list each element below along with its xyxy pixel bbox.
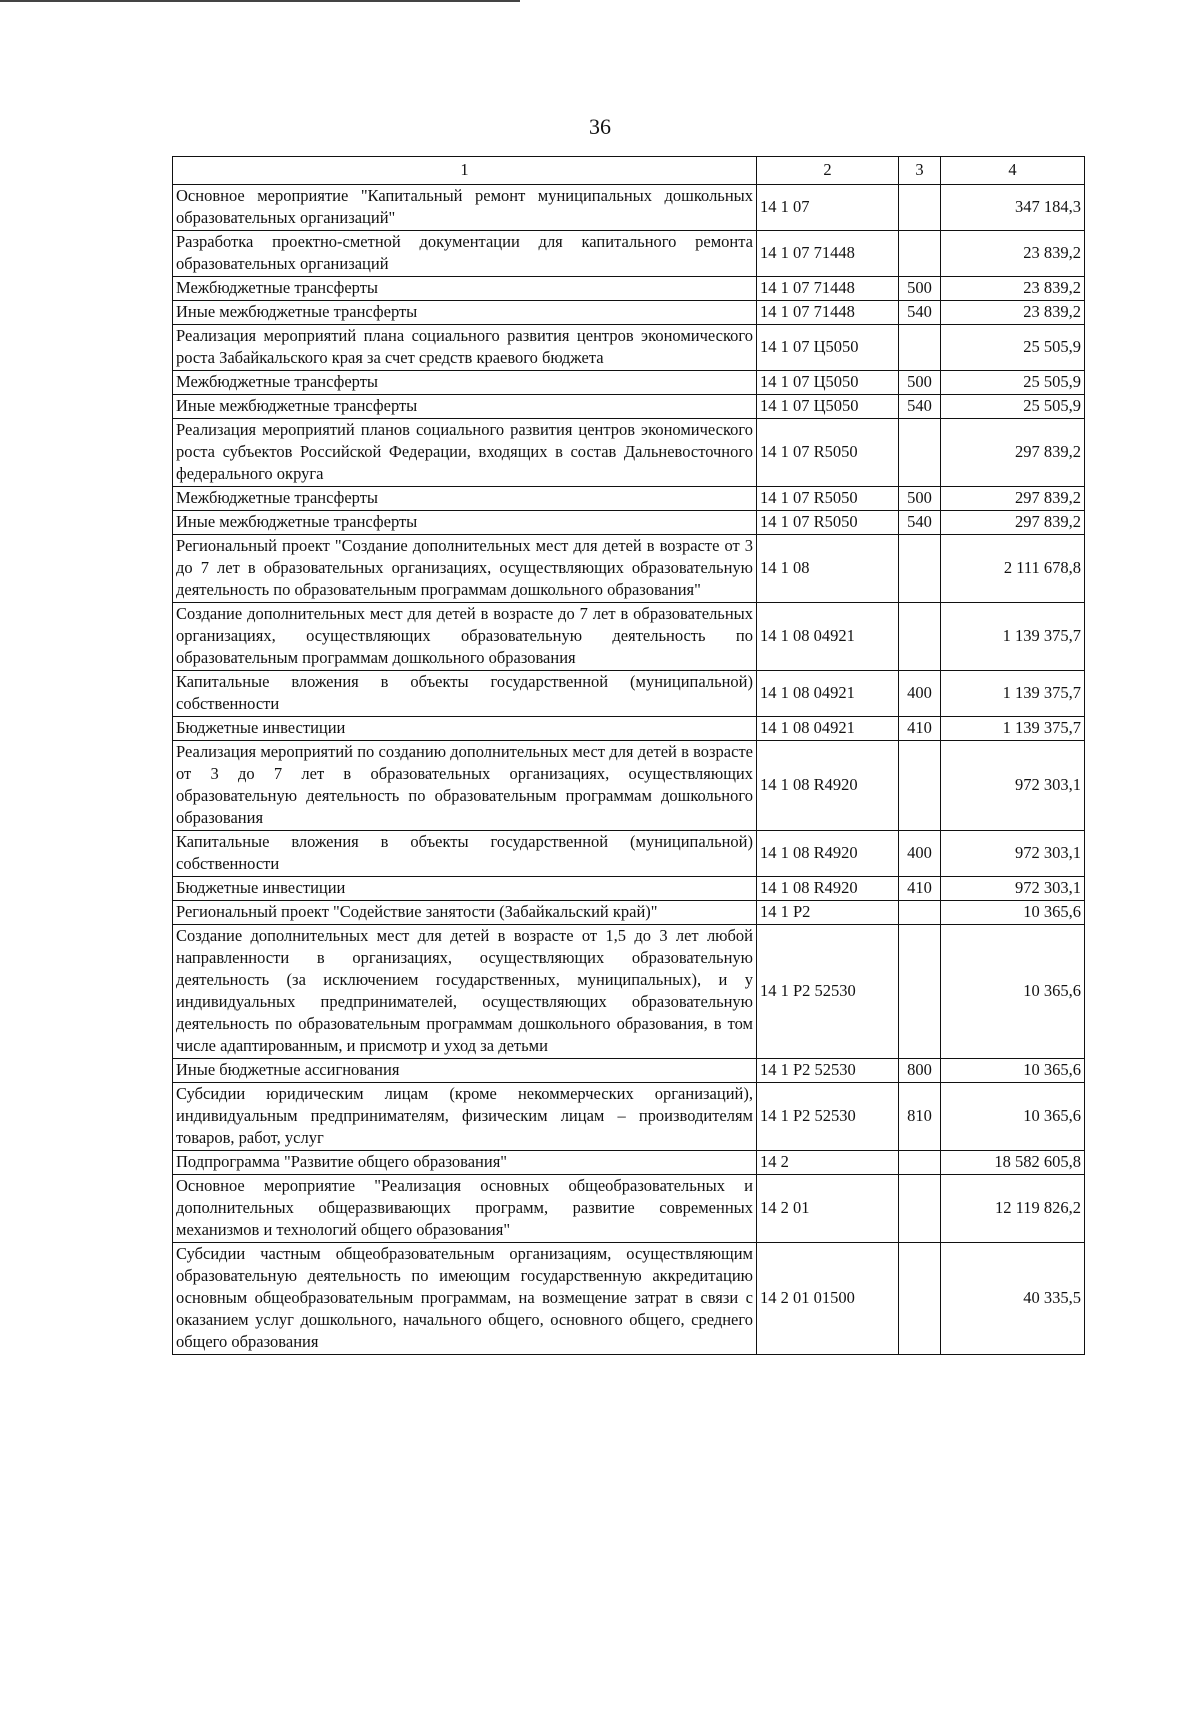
row-amount-cell: 1 139 375,7: [941, 603, 1085, 671]
row-name-cell: Подпрограмма "Развитие общего образования": [173, 1151, 757, 1175]
row-type-cell: [899, 925, 941, 1059]
row-type-cell: 410: [899, 717, 941, 741]
row-name-cell: Субсидии юридическим лицам (кроме некоммерческих организаций), индивидуальным предпринимателям, физическим лицам – производителям товаров, работ, услуг: [173, 1083, 757, 1151]
scan-top-rule: [0, 0, 520, 2]
row-name-cell: Реализация мероприятий планов социального развития центров экономического роста субъектов Российской Федерации, входящих в состав Дальневосточного федерального округа: [173, 419, 757, 487]
row-code-cell: 14 1 07 71448: [757, 277, 899, 301]
row-code-cell: 14 2 01: [757, 1175, 899, 1243]
table-row: [173, 1059, 1085, 1083]
row-amount-cell: 18 582 605,8: [941, 1151, 1085, 1175]
row-name-cell: Разработка проектно-сметной документации для капитального ремонта образовательных организаций: [173, 231, 757, 277]
row-amount-cell: 25 505,9: [941, 395, 1085, 419]
table-row: [173, 535, 1085, 603]
row-type-cell: 540: [899, 511, 941, 535]
row-code-cell: 14 1 P2: [757, 901, 899, 925]
table-row: [173, 487, 1085, 511]
row-code-cell: 14 1 P2 52530: [757, 925, 899, 1059]
row-name-cell: Бюджетные инвестиции: [173, 877, 757, 901]
row-name-cell: Иные бюджетные ассигнования: [173, 1059, 757, 1083]
row-code-cell: 14 1 P2 52530: [757, 1059, 899, 1083]
table-row: [173, 1083, 1085, 1151]
row-amount-cell: 10 365,6: [941, 1059, 1085, 1083]
row-code-cell: 14 1 08 04921: [757, 717, 899, 741]
column-header: 2: [757, 157, 899, 185]
row-name-cell: Реализация мероприятий плана социального развития центров экономического роста Забайкальского края за счет средств краевого бюджета: [173, 325, 757, 371]
row-code-cell: 14 1 07 Ц5050: [757, 325, 899, 371]
table-row: [173, 231, 1085, 277]
row-type-cell: [899, 901, 941, 925]
row-type-cell: 810: [899, 1083, 941, 1151]
page-number: 36: [589, 114, 611, 139]
row-amount-cell: 297 839,2: [941, 487, 1085, 511]
row-amount-cell: 297 839,2: [941, 511, 1085, 535]
row-code-cell: 14 1 08 04921: [757, 671, 899, 717]
row-amount-cell: 10 365,6: [941, 1083, 1085, 1151]
table-row: [173, 301, 1085, 325]
row-type-cell: [899, 1151, 941, 1175]
row-name-cell: Региональный проект "Содействие занятости (Забайкальский край)": [173, 901, 757, 925]
row-amount-cell: 23 839,2: [941, 231, 1085, 277]
row-name-cell: Иные межбюджетные трансферты: [173, 301, 757, 325]
row-name-cell: Основное мероприятие "Капитальный ремонт муниципальных дошкольных образовательных организаций": [173, 185, 757, 231]
row-type-cell: 500: [899, 277, 941, 301]
row-type-cell: 410: [899, 877, 941, 901]
table-body: [173, 185, 1085, 1355]
row-amount-cell: 972 303,1: [941, 877, 1085, 901]
row-code-cell: 14 2: [757, 1151, 899, 1175]
table-row: [173, 925, 1085, 1059]
row-name-cell: Создание дополнительных мест для детей в возрасте от 1,5 до 3 лет любой направленности в организациях, осуществляющих образовательную деятельность (за исключением государственных, муниципальных), и у индивидуальных предпринимателей, осуществляющих образовательную деятельность по образовательным программам дошкольного образования, в том числе адаптированным, и присмотр и уход за детьми: [173, 925, 757, 1059]
row-code-cell: 14 1 08 04921: [757, 603, 899, 671]
row-amount-cell: 1 139 375,7: [941, 671, 1085, 717]
budget-table: [172, 156, 1085, 1355]
table-row: [173, 1243, 1085, 1355]
row-code-cell: 14 1 08 R4920: [757, 741, 899, 831]
row-name-cell: Межбюджетные трансферты: [173, 487, 757, 511]
table-row: [173, 511, 1085, 535]
row-code-cell: 14 1 07 R5050: [757, 487, 899, 511]
row-amount-cell: 40 335,5: [941, 1243, 1085, 1355]
row-type-cell: 400: [899, 831, 941, 877]
table-row: [173, 741, 1085, 831]
column-header: 4: [941, 157, 1085, 185]
row-type-cell: 540: [899, 301, 941, 325]
table-row: [173, 1175, 1085, 1243]
row-amount-cell: 23 839,2: [941, 277, 1085, 301]
row-code-cell: 14 1 07 71448: [757, 231, 899, 277]
row-type-cell: 540: [899, 395, 941, 419]
table-row: [173, 717, 1085, 741]
table-row: [173, 603, 1085, 671]
row-code-cell: 14 1 07 71448: [757, 301, 899, 325]
row-type-cell: [899, 419, 941, 487]
row-type-cell: 800: [899, 1059, 941, 1083]
row-code-cell: 14 1 07 Ц5050: [757, 395, 899, 419]
row-amount-cell: 297 839,2: [941, 419, 1085, 487]
row-name-cell: Межбюджетные трансферты: [173, 277, 757, 301]
row-amount-cell: 25 505,9: [941, 371, 1085, 395]
table-row: [173, 371, 1085, 395]
row-name-cell: Межбюджетные трансферты: [173, 371, 757, 395]
row-name-cell: Основное мероприятие "Реализация основных общеобразовательных и дополнительных общеразвивающих программ, развитие современных механизмов и технологий общего образования": [173, 1175, 757, 1243]
row-name-cell: Региональный проект "Создание дополнительных мест для детей в возрасте от 3 до 7 лет в образовательных организациях, осуществляющих образовательную деятельность по образовательным программам дошкольного образования": [173, 535, 757, 603]
row-name-cell: Капитальные вложения в объекты государственной (муниципальной) собственности: [173, 831, 757, 877]
row-name-cell: Капитальные вложения в объекты государственной (муниципальной) собственности: [173, 671, 757, 717]
row-code-cell: 14 1 P2 52530: [757, 1083, 899, 1151]
header-row: [173, 157, 1085, 185]
row-amount-cell: 23 839,2: [941, 301, 1085, 325]
row-type-cell: [899, 185, 941, 231]
table-row: [173, 419, 1085, 487]
row-code-cell: 14 2 01 01500: [757, 1243, 899, 1355]
row-amount-cell: 347 184,3: [941, 185, 1085, 231]
row-type-cell: [899, 231, 941, 277]
row-name-cell: Бюджетные инвестиции: [173, 717, 757, 741]
row-type-cell: [899, 535, 941, 603]
row-type-cell: [899, 325, 941, 371]
row-code-cell: 14 1 07 Ц5050: [757, 371, 899, 395]
table-row: [173, 325, 1085, 371]
row-code-cell: 14 1 08: [757, 535, 899, 603]
row-amount-cell: 2 111 678,8: [941, 535, 1085, 603]
table-row: [173, 395, 1085, 419]
row-name-cell: Реализация мероприятий по созданию дополнительных мест для детей в возрасте от 3 до 7 лет в образовательных организациях, осуществляющих образовательную деятельность по образовательным программам дошкольного образования: [173, 741, 757, 831]
row-name-cell: Иные межбюджетные трансферты: [173, 395, 757, 419]
column-header: 3: [899, 157, 941, 185]
table-row: [173, 877, 1085, 901]
row-type-cell: 500: [899, 371, 941, 395]
column-header: 1: [173, 157, 757, 185]
table-row: [173, 901, 1085, 925]
row-type-cell: [899, 741, 941, 831]
row-code-cell: 14 1 07: [757, 185, 899, 231]
row-type-cell: [899, 1243, 941, 1355]
row-name-cell: Иные межбюджетные трансферты: [173, 511, 757, 535]
row-code-cell: 14 1 07 R5050: [757, 419, 899, 487]
row-amount-cell: 12 119 826,2: [941, 1175, 1085, 1243]
row-amount-cell: 25 505,9: [941, 325, 1085, 371]
row-type-cell: [899, 603, 941, 671]
table-row: [173, 185, 1085, 231]
table-row: [173, 671, 1085, 717]
table-row: [173, 831, 1085, 877]
row-amount-cell: 1 139 375,7: [941, 717, 1085, 741]
row-code-cell: 14 1 08 R4920: [757, 877, 899, 901]
row-type-cell: [899, 1175, 941, 1243]
row-code-cell: 14 1 07 R5050: [757, 511, 899, 535]
row-type-cell: 500: [899, 487, 941, 511]
table-row: [173, 277, 1085, 301]
row-amount-cell: 972 303,1: [941, 831, 1085, 877]
row-name-cell: Создание дополнительных мест для детей в возрасте до 7 лет в образовательных организациях, осуществляющих образовательную деятельность по образовательным программам дошкольного образования: [173, 603, 757, 671]
row-code-cell: 14 1 08 R4920: [757, 831, 899, 877]
row-name-cell: Субсидии частным общеобразовательным организациям, осуществляющим образовательную деятельность по имеющим государственную аккредитацию основным общеобразовательным программам, на возмещение затрат в связи с оказанием услуг дошкольного, начального общего, основного общего, среднего общего образования: [173, 1243, 757, 1355]
row-type-cell: 400: [899, 671, 941, 717]
row-amount-cell: 10 365,6: [941, 925, 1085, 1059]
row-amount-cell: 972 303,1: [941, 741, 1085, 831]
row-amount-cell: 10 365,6: [941, 901, 1085, 925]
table-row: [173, 1151, 1085, 1175]
